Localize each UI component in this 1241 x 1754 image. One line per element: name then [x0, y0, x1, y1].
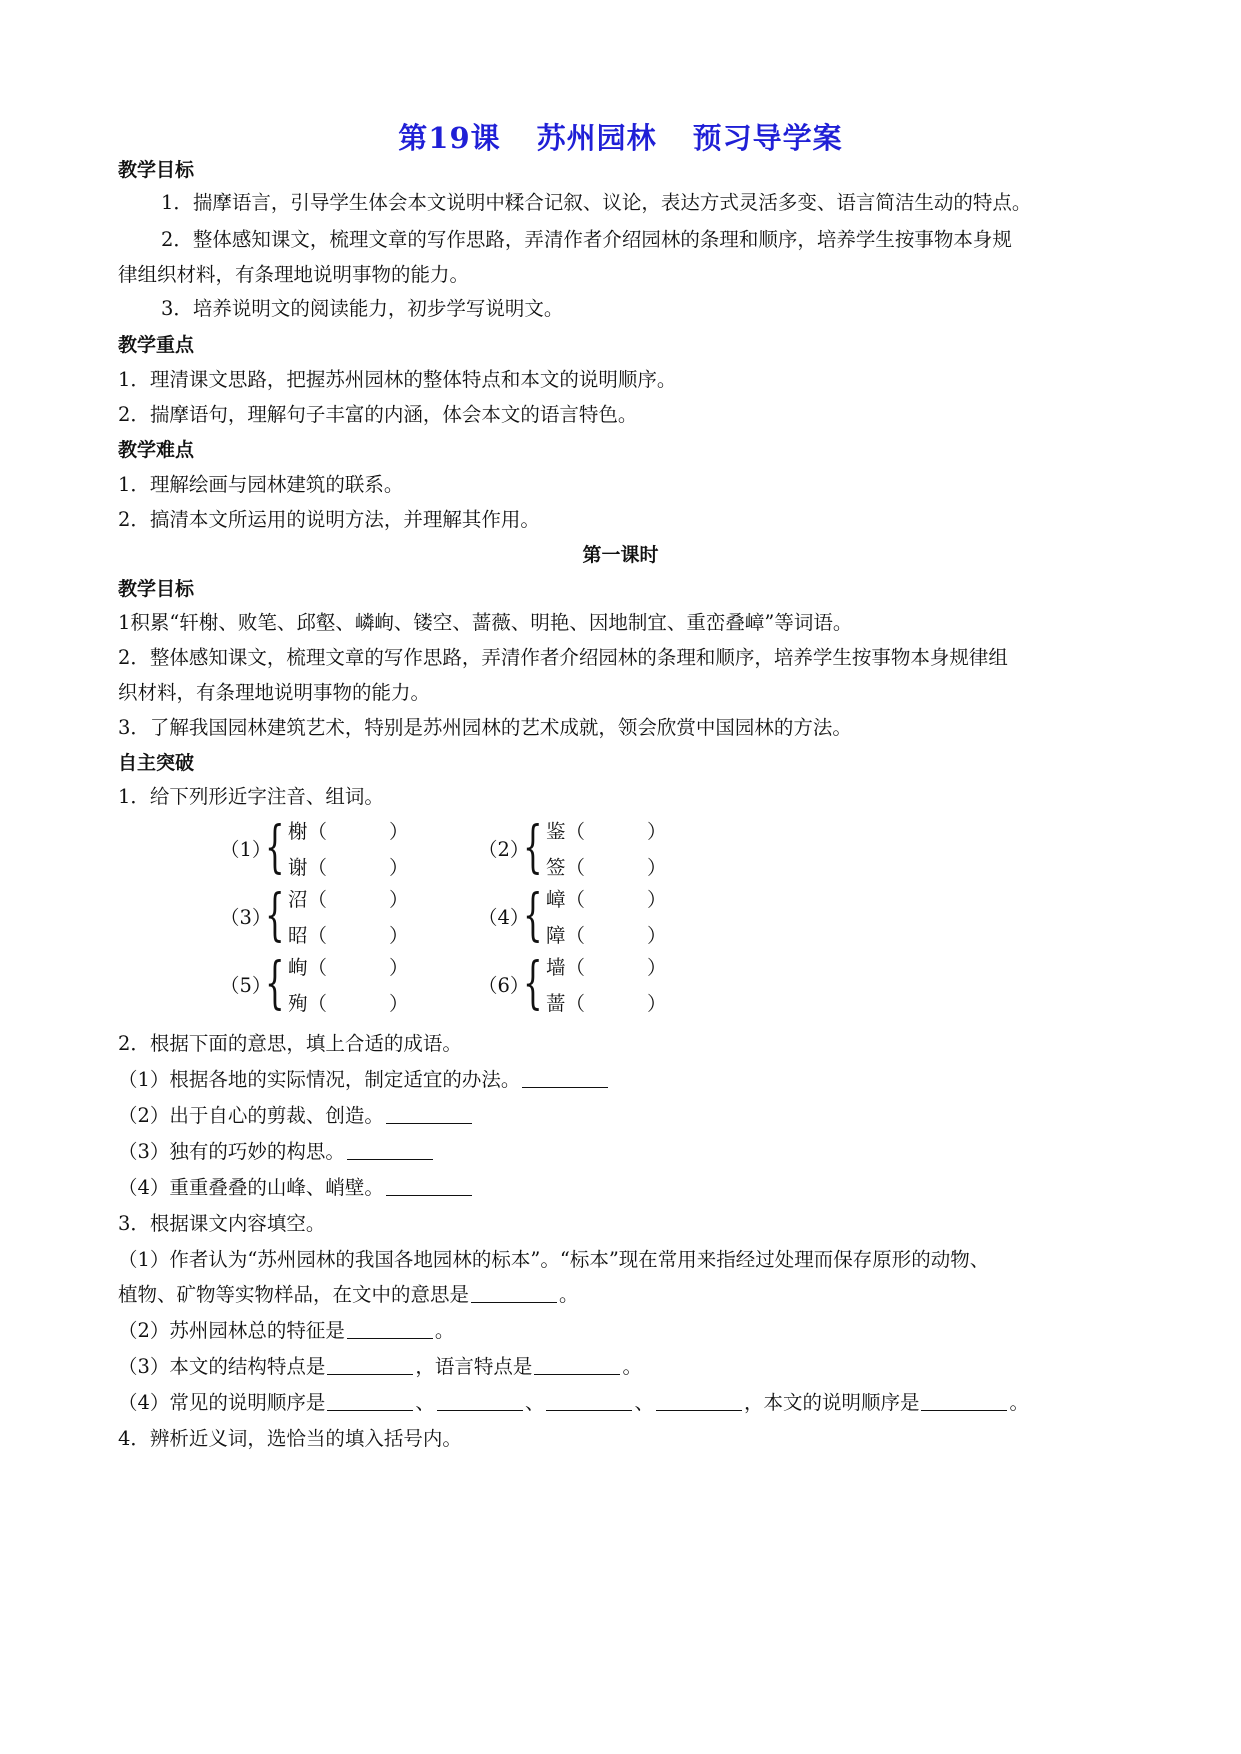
- char: 殉: [288, 992, 308, 1015]
- paren-close: ）: [389, 888, 409, 911]
- char: 昭: [288, 924, 308, 947]
- paren-open: （: [565, 956, 586, 979]
- paren-close: ）: [647, 924, 667, 947]
- char-entry: [546, 886, 667, 914]
- fill-item-1: （1）作者认为“苏州园林的我国各地园林的标本”。“标本”现在常用来指经过处理而保存原形的动物、: [118, 1248, 990, 1271]
- paren-open: （: [307, 888, 328, 911]
- idiom-item-4: [118, 1174, 1128, 1202]
- answer-blank[interactable]: [386, 1105, 472, 1124]
- answer-blank[interactable]: [327, 1356, 413, 1375]
- char: 峋: [288, 956, 308, 979]
- title-lesson-number: 第19课: [398, 121, 501, 155]
- period: 。: [559, 1283, 579, 1306]
- fill-item-4: [118, 1389, 1128, 1417]
- answer-blank[interactable]: [921, 1392, 1007, 1411]
- heading-difficulties: 教学难点: [118, 439, 195, 461]
- fill-prompt: （4）常见的说明顺序是: [118, 1391, 326, 1414]
- paren-close: ）: [647, 992, 667, 1015]
- idiom-item-3: [118, 1138, 1128, 1166]
- char-entry: [288, 922, 409, 950]
- char-entry: [288, 886, 409, 914]
- answer-blank[interactable]: [386, 1177, 472, 1196]
- lesson-period-heading: 第一课时: [582, 544, 659, 566]
- left-brace: {: [265, 951, 285, 1016]
- left-brace: {: [523, 815, 543, 880]
- key-point-2: 2．揣摩语句，理解句子丰富的内涵，体会本文的语言特色。: [118, 403, 638, 426]
- group-number: （1）: [220, 838, 272, 861]
- period: 。: [622, 1355, 642, 1378]
- char-entry: [546, 818, 667, 846]
- goal-item-2-cont: 律组织材料，有条理地说明事物的能力。: [118, 263, 470, 286]
- question-1: 1．给下列形近字注音、组词。: [118, 785, 384, 808]
- heading-period-goals: 教学目标: [118, 578, 195, 600]
- heading-self-study: 自主突破: [118, 752, 195, 774]
- left-brace: {: [523, 883, 543, 948]
- paren-close: ）: [389, 924, 409, 947]
- answer-blank[interactable]: [437, 1392, 523, 1411]
- paren-close: ）: [389, 956, 409, 979]
- key-point-1: 1．理清课文思路，把握苏州园林的整体特点和本文的说明顺序。: [118, 368, 677, 391]
- char-entry: [288, 990, 409, 1018]
- char-entry: [546, 922, 667, 950]
- char: 蔷: [546, 992, 566, 1015]
- char: 嶂: [546, 888, 566, 911]
- char: 鉴: [546, 820, 566, 843]
- period: 。: [1009, 1391, 1029, 1414]
- char-entry: [546, 854, 667, 882]
- title-lesson-name: 苏州园林: [536, 121, 657, 155]
- paren-open: （: [307, 924, 328, 947]
- goal-item-1: 1．揣摩语言，引导学生体会本文说明中糅合记叙、议论，表达方式灵活多变、语言简洁生动的特点。: [161, 191, 1032, 214]
- idiom-item-1: [118, 1066, 1128, 1094]
- paren-open: （: [307, 820, 328, 843]
- idiom-prompt: （1）根据各地的实际情况，制定适宜的办法。: [118, 1068, 521, 1091]
- paren-close: ）: [647, 856, 667, 879]
- answer-blank[interactable]: [327, 1392, 413, 1411]
- fill-item-1-cont: [118, 1281, 1128, 1309]
- fill-prompt: ，本文的说明顺序是: [743, 1391, 920, 1414]
- heading-teaching-goals: 教学目标: [118, 159, 195, 181]
- page-title: [0, 118, 1241, 158]
- paren-open: （: [565, 992, 586, 1015]
- fill-item-3: [118, 1353, 1128, 1381]
- paren-open: （: [565, 888, 586, 911]
- char-entry: [288, 854, 409, 882]
- goal-item-2: 2．整体感知课文，梳理文章的写作思路，弄清作者介绍园林的条理和顺序，培养学生按事物本身规: [161, 228, 1012, 251]
- idiom-prompt: （4）重重叠叠的山峰、峭壁。: [118, 1176, 384, 1199]
- char: 障: [546, 924, 566, 947]
- answer-blank[interactable]: [471, 1284, 557, 1303]
- char: 谢: [288, 856, 308, 879]
- title-doc-type: 预习导学案: [692, 121, 843, 155]
- period-goal-1: 1积累“轩榭、败笔、邱壑、嶙峋、镂空、蔷薇、明艳、因地制宜、重峦叠嶂”等词语。: [118, 611, 853, 634]
- char-entry: [288, 818, 409, 846]
- difficulty-2: 2．搞清本文所运用的说明方法，并理解其作用。: [118, 508, 540, 531]
- fill-prompt: 植物、矿物等实物样品，在文中的意思是: [118, 1283, 470, 1306]
- fill-item-2: [118, 1317, 1128, 1345]
- paren-open: （: [307, 956, 328, 979]
- paren-close: ）: [647, 956, 667, 979]
- char-entry: [546, 990, 667, 1018]
- paren-open: （: [565, 820, 586, 843]
- fill-prompt: （3）本文的结构特点是: [118, 1355, 326, 1378]
- idiom-prompt: （2）出于自心的剪裁、创造。: [118, 1104, 384, 1127]
- paren-close: ）: [647, 820, 667, 843]
- answer-blank[interactable]: [546, 1392, 632, 1411]
- period-goal-2: 2．整体感知课文，梳理文章的写作思路，弄清作者介绍园林的条理和顺序，培养学生按事物本身规律组: [118, 646, 1008, 669]
- paren-open: （: [307, 856, 328, 879]
- answer-blank[interactable]: [534, 1356, 620, 1375]
- answer-blank[interactable]: [347, 1320, 433, 1339]
- question-3: 3．根据课文内容填空。: [118, 1212, 326, 1235]
- answer-blank[interactable]: [656, 1392, 742, 1411]
- char: 沼: [288, 888, 308, 911]
- difficulty-1: 1．理解绘画与园林建筑的联系。: [118, 473, 404, 496]
- char: 榭: [288, 820, 308, 843]
- paren-close: ）: [389, 856, 409, 879]
- fill-prompt: （2）苏州园林总的特征是: [118, 1319, 345, 1342]
- paren-open: （: [565, 856, 586, 879]
- left-brace: {: [265, 815, 285, 880]
- heading-key-points: 教学重点: [118, 334, 195, 356]
- separator: 、: [524, 1391, 545, 1414]
- char: 签: [546, 856, 566, 879]
- period: 。: [434, 1319, 455, 1342]
- paren-close: ）: [389, 820, 409, 843]
- group-number: （2）: [478, 838, 530, 861]
- paren-open: （: [307, 992, 328, 1015]
- char: 墙: [546, 956, 566, 979]
- paren-open: （: [565, 924, 586, 947]
- fill-prompt: ，语言特点是: [415, 1355, 533, 1378]
- char-entry: [288, 954, 409, 982]
- group-number: （5）: [220, 974, 272, 997]
- left-brace: {: [523, 951, 543, 1016]
- question-2: 2．根据下面的意思，填上合适的成语。: [118, 1032, 462, 1055]
- separator: 、: [634, 1391, 654, 1414]
- paren-close: ）: [647, 888, 667, 911]
- group-number: （6）: [478, 974, 530, 997]
- answer-blank[interactable]: [522, 1069, 608, 1088]
- answer-blank[interactable]: [347, 1141, 433, 1160]
- period-goal-3: 3．了解我国园林建筑艺术，特别是苏州园林的艺术成就，领会欣赏中国园林的方法。: [118, 716, 852, 739]
- goal-item-3: 3．培养说明文的阅读能力，初步学写说明文。: [161, 297, 564, 320]
- idiom-item-2: [118, 1102, 1128, 1130]
- separator: 、: [415, 1391, 435, 1414]
- question-4: 4．辨析近义词，选恰当的填入括号内。: [118, 1427, 462, 1450]
- period-goal-2-cont: 织材料，有条理地说明事物的能力。: [118, 681, 431, 704]
- left-brace: {: [265, 883, 285, 948]
- paren-close: ）: [389, 992, 409, 1015]
- idiom-prompt: （3）独有的巧妙的构思。: [118, 1140, 345, 1163]
- group-number: （3）: [220, 906, 272, 929]
- group-number: （4）: [478, 906, 530, 929]
- char-entry: [546, 954, 667, 982]
